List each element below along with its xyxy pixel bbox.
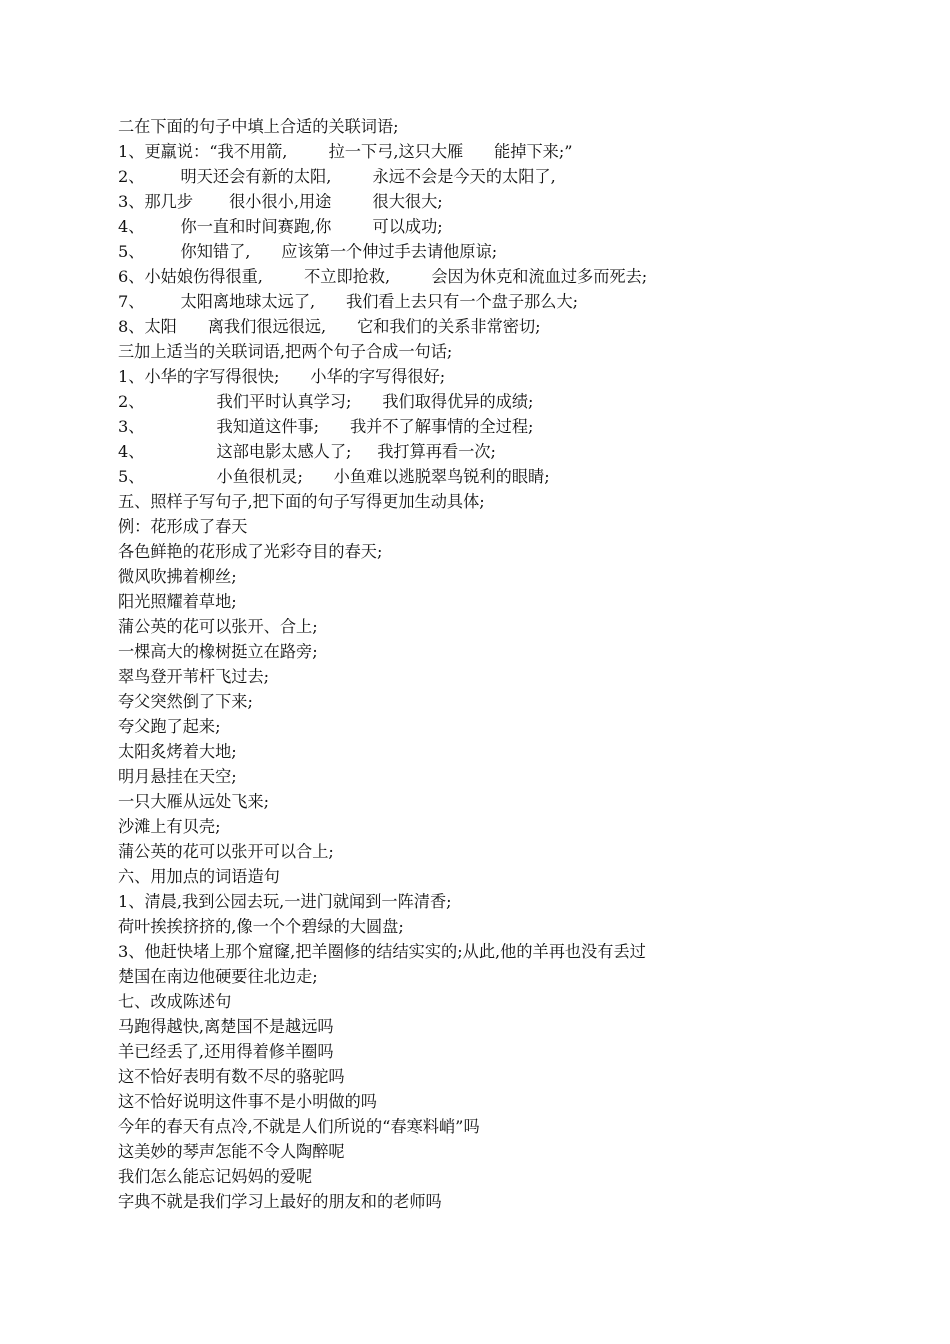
text-line: 五、照样子写句子,把下面的句子写得更加生动具体; — [118, 492, 485, 511]
text-line: 翠鸟登开苇杆飞过去; — [118, 667, 270, 686]
text-line: 七、改成陈述句 — [118, 992, 232, 1011]
text-line: 这不恰好表明有数不尽的骆驼吗 — [118, 1067, 345, 1086]
text-line: 这美妙的琴声怎能不令人陶醉呢 — [118, 1142, 345, 1161]
text-line: 2、 明天还会有新的太阳, 永远不会是今天的太阳了, — [118, 167, 556, 186]
text-line: 一棵高大的橡树挺立在路旁; — [118, 642, 318, 661]
text-line: 例：花形成了春天 — [118, 517, 248, 536]
text-line: 这不恰好说明这件事不是小明做的吗 — [118, 1092, 377, 1111]
text-line: 荷叶挨挨挤挤的,像一个个碧绿的大圆盘; — [118, 917, 404, 936]
text-line: 三加上适当的关联词语,把两个句子合成一句话; — [118, 342, 453, 361]
text-line: 楚国在南边他硬要往北边走; — [118, 967, 318, 986]
text-line: 沙滩上有贝壳; — [118, 817, 221, 836]
text-line: 微风吹拂着柳丝; — [118, 567, 237, 586]
text-line: 5、 小鱼很机灵; 小鱼难以逃脱翠鸟锐利的眼睛; — [118, 467, 550, 486]
text-line: 5、 你知错了, 应该第一个伸过手去请他原谅; — [118, 242, 498, 261]
text-line: 3、 我知道这件事; 我并不了解事情的全过程; — [118, 417, 534, 436]
text-line: 蒲公英的花可以张开可以合上; — [118, 842, 334, 861]
text-line: 二在下面的句子中填上合适的关联词语; — [118, 117, 399, 136]
text-line: 3、他赶快堵上那个窟窿,把羊圈修的结结实实的;从此,他的羊再也没有丢过 — [118, 942, 646, 961]
text-line: 2、 我们平时认真学习; 我们取得优异的成绩; — [118, 392, 534, 411]
text-line: 1、更羸说：“我不用箭, 拉一下弓,这只大雁 能掉下来;” — [118, 142, 573, 161]
text-line: 3、那几步 很小很小,用途 很大很大; — [118, 192, 443, 211]
text-line: 一只大雁从远处飞来; — [118, 792, 270, 811]
text-line: 夸父跑了起来; — [118, 717, 221, 736]
document-body — [118, 114, 918, 1214]
text-line: 阳光照耀着草地; — [118, 592, 237, 611]
text-line: 各色鲜艳的花形成了光彩夺目的春天; — [118, 542, 383, 561]
text-line: 羊已经丢了,还用得着修羊圈吗 — [118, 1042, 334, 1061]
text-line: 1、清晨,我到公园去玩,一进门就闻到一阵清香; — [118, 892, 452, 911]
text-line: 字典不就是我们学习上最好的朋友和的老师吗 — [118, 1192, 442, 1211]
text-line: 明月悬挂在天空; — [118, 767, 237, 786]
text-line: 今年的春天有点冷,不就是人们所说的“春寒料峭”吗 — [118, 1117, 480, 1136]
text-line: 1、小华的字写得很快; 小华的字写得很好; — [118, 367, 446, 386]
text-line: 蒲公英的花可以张开、合上; — [118, 617, 318, 636]
text-line: 4、 这部电影太感人了; 我打算再看一次; — [118, 442, 496, 461]
text-line: 4、 你一直和时间赛跑,你 可以成功; — [118, 217, 443, 236]
text-line: 太阳炙烤着大地; — [118, 742, 237, 761]
text-line: 夸父突然倒了下来; — [118, 692, 253, 711]
text-line: 六、用加点的词语造句 — [118, 867, 280, 886]
text-line: 6、小姑娘伤得很重, 不立即抢救, 会因为休克和流血过多而死去; — [118, 267, 648, 286]
text-line: 7、 太阳离地球太远了, 我们看上去只有一个盘子那么大; — [118, 292, 579, 311]
text-line: 8、太阳 离我们很远很远, 它和我们的关系非常密切; — [118, 317, 541, 336]
text-line: 马跑得越快,离楚国不是越远吗 — [118, 1017, 334, 1036]
text-line: 我们怎么能忘记妈妈的爱呢 — [118, 1167, 313, 1186]
